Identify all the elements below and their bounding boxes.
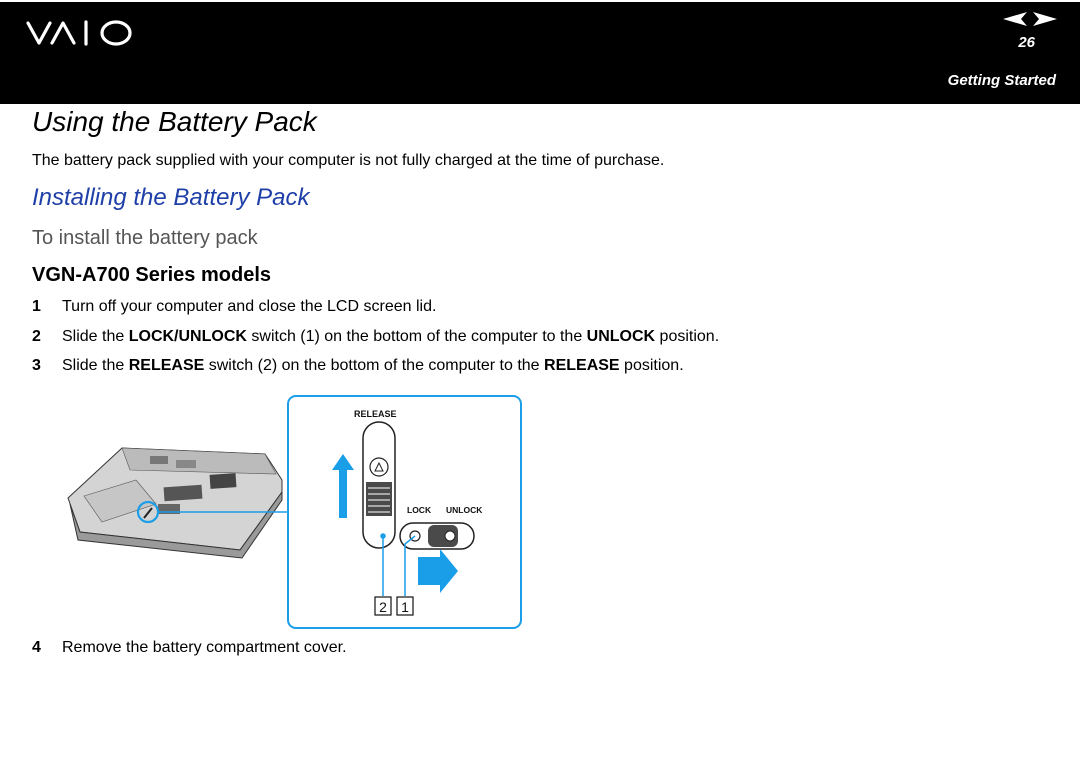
step-1 bbox=[32, 298, 436, 316]
step-bold-term: LOCK/UNLOCK bbox=[128, 328, 247, 345]
step-number: 2 bbox=[32, 328, 41, 345]
step-text: switch (1) on the bottom of the computer to the bbox=[246, 328, 587, 345]
section-name[interactable]: Getting Started bbox=[947, 72, 1056, 89]
step-bold-term: UNLOCK bbox=[586, 328, 656, 345]
page-number: 26 bbox=[1018, 34, 1035, 51]
procedure-title: To install the battery pack bbox=[32, 227, 258, 249]
step-bold-term: RELEASE bbox=[544, 357, 620, 374]
step-2 bbox=[32, 328, 719, 346]
intro-text: The battery pack supplied with your computer is not fully charged at the time of purchase. bbox=[32, 152, 665, 169]
step-text: Remove the battery compartment cover. bbox=[62, 639, 347, 656]
left-arrow-icon[interactable] bbox=[1003, 12, 1027, 26]
callout-1-label: 1 bbox=[401, 599, 409, 615]
callout-2-label: 2 bbox=[379, 599, 387, 615]
header-bar bbox=[0, 2, 1080, 104]
step-4 bbox=[32, 639, 347, 657]
step-text: position. bbox=[619, 357, 684, 374]
step-text: position. bbox=[655, 328, 720, 345]
step-number: 3 bbox=[32, 357, 41, 374]
step-3 bbox=[32, 357, 684, 375]
step-text: Slide the bbox=[62, 357, 129, 374]
page-title: Using the Battery Pack bbox=[32, 106, 317, 137]
release-label: RELEASE bbox=[354, 409, 397, 419]
unlock-label: UNLOCK bbox=[446, 505, 483, 515]
step-text: Turn off your computer and close the LCD screen lid. bbox=[62, 298, 437, 315]
vaio-logo bbox=[26, 17, 136, 49]
step-text: switch (2) on the bottom of the computer to the bbox=[204, 357, 545, 374]
step-text: Slide the bbox=[62, 328, 129, 345]
step-bold-term: RELEASE bbox=[128, 357, 205, 374]
model-title: VGN-A700 Series models bbox=[32, 264, 271, 286]
section-subtitle: Installing the Battery Pack bbox=[32, 184, 310, 211]
lock-label: LOCK bbox=[407, 505, 432, 515]
right-arrow-icon[interactable] bbox=[1033, 12, 1057, 26]
laptop-bottom-drawing bbox=[68, 448, 282, 558]
step-number: 4 bbox=[32, 639, 41, 656]
battery-illustration bbox=[60, 392, 530, 632]
step-number: 1 bbox=[32, 298, 41, 315]
